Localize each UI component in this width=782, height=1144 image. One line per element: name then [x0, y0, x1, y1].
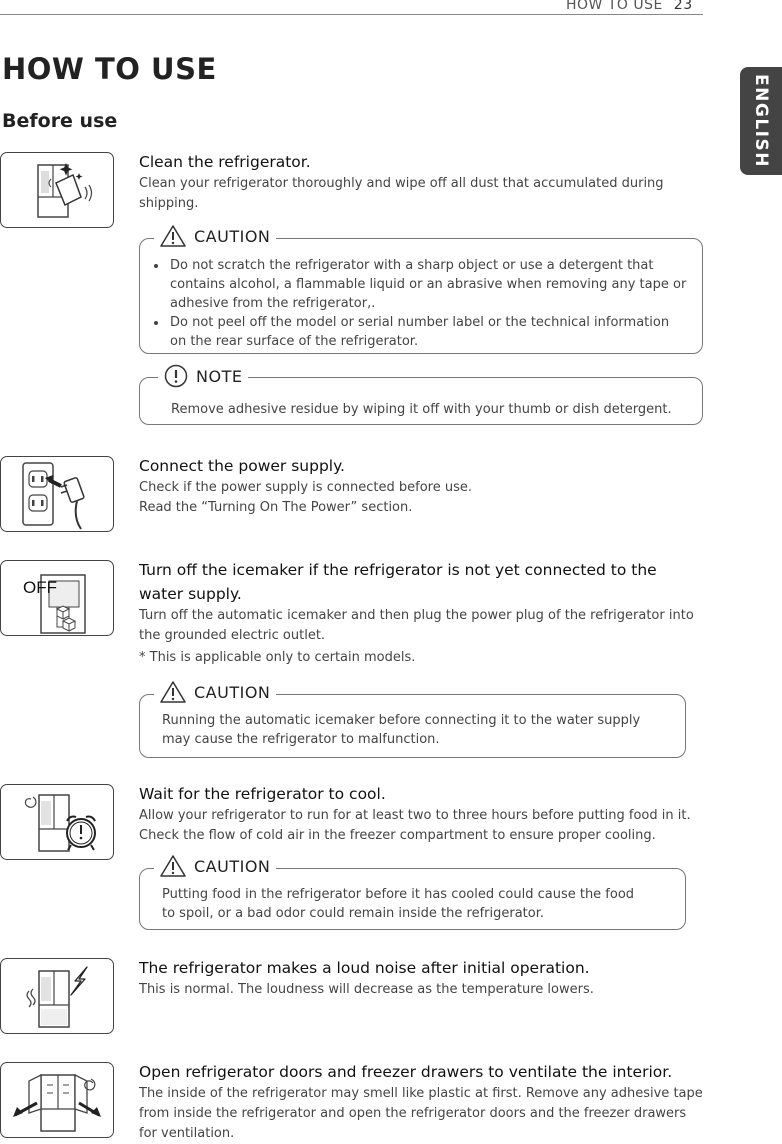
- step-title: Turn off the icemaker if the refrigerator is not yet connected to the water supply.: [139, 561, 657, 603]
- caution-item: • Do not scratch the refrigerator with a sharp object or use a detergent that contains alcohol, a flammable liquid or an abrasive when removing any tape or adhesive from the refrigerator,.: [168, 256, 688, 313]
- header-section: HOW TO USE: [566, 0, 663, 13]
- note-header: [158, 364, 248, 388]
- note-label: NOTE: [196, 366, 243, 386]
- step-title: Clean the refrigerator.: [139, 153, 311, 171]
- language-tab: [740, 67, 782, 175]
- step-clean: [139, 150, 704, 214]
- step-text: Allow your refrigerator to run for at least two to three hours before putting food in it. Check the flow of cold air in the freezer compartment to ensure proper cooling.: [139, 808, 691, 843]
- language-tab-label: ENGLISH: [751, 74, 771, 168]
- caution-label: CAUTION: [194, 226, 271, 246]
- caution-label: CAUTION: [194, 682, 271, 702]
- step-note: * This is applicable only to certain models.: [139, 650, 416, 665]
- refrigerator-cleaning-icon: [0, 152, 114, 228]
- caution-header: [154, 681, 276, 703]
- step-text: Read the “Turning On The Power” section.: [139, 500, 413, 515]
- caution-text: Running the automatic icemaker before connecting it to the water supply may cause the refrigerator to malfunction.: [162, 713, 641, 747]
- refrigerator-noise-icon: [0, 958, 114, 1034]
- refrigerator-ventilation-icon: [0, 1062, 114, 1138]
- exclamation-circle-icon: [164, 364, 188, 388]
- icon-off-label: OFF: [23, 578, 57, 597]
- step-text: Check if the power supply is connected before use.: [139, 480, 473, 495]
- step-cool: [139, 782, 704, 846]
- caution-box: [139, 682, 686, 758]
- caution-item: • Do not peel off the model or serial number label or the technical information on the rear surface of the refrigerator.: [168, 313, 688, 351]
- step-title: The refrigerator makes a loud noise after initial operation.: [139, 959, 590, 977]
- step-text: The inside of the refrigerator may smell like plastic at first. Remove any adhesive tape from inside the refrigerator and open the refrigerator doors and the freezer drawers for ventilation.: [139, 1086, 703, 1141]
- step-title: Open refrigerator doors and freezer drawers to ventilate the interior.: [139, 1063, 673, 1081]
- warning-triangle-icon: [160, 681, 186, 703]
- caution-label: CAUTION: [194, 856, 271, 876]
- note-text: Remove adhesive residue by wiping it off with your thumb or dish detergent.: [171, 402, 672, 417]
- step-text: Clean your refrigerator thoroughly and wipe off all dust that accumulated during shipping.: [139, 176, 664, 211]
- step-text: Turn off the automatic icemaker and then plug the power plug of the refrigerator into the grounded electric outlet.: [139, 608, 694, 643]
- refrigerator-alarm-clock-icon: [0, 784, 114, 860]
- warning-triangle-icon: [160, 855, 186, 877]
- section-title: Before use: [2, 110, 118, 132]
- icemaker-off-icon: [0, 560, 114, 636]
- page-number: 23: [673, 0, 693, 13]
- caution-text: Putting food in the refrigerator before it has cooled could cause the food to spoil, or a bad odor could remain inside the refrigerator.: [162, 887, 635, 921]
- caution-box: [139, 856, 686, 930]
- warning-triangle-icon: [160, 225, 186, 247]
- step-noise: [139, 956, 704, 1000]
- note-box: [139, 366, 703, 425]
- caution-box: [139, 226, 703, 354]
- power-outlet-plug-icon: [0, 456, 114, 532]
- running-header: [560, 0, 699, 13]
- step-icemaker: [139, 558, 704, 668]
- step-text: This is normal. The loudness will decrease as the temperature lowers.: [139, 982, 594, 997]
- step-title: Connect the power supply.: [139, 457, 345, 475]
- step-title: Wait for the refrigerator to cool.: [139, 785, 386, 803]
- step-power: [139, 454, 704, 518]
- step-ventilate: [139, 1060, 704, 1144]
- header-rule: [0, 14, 703, 15]
- caution-header: [154, 225, 276, 247]
- caution-header: [154, 855, 276, 877]
- page-title: HOW TO USE: [2, 52, 217, 86]
